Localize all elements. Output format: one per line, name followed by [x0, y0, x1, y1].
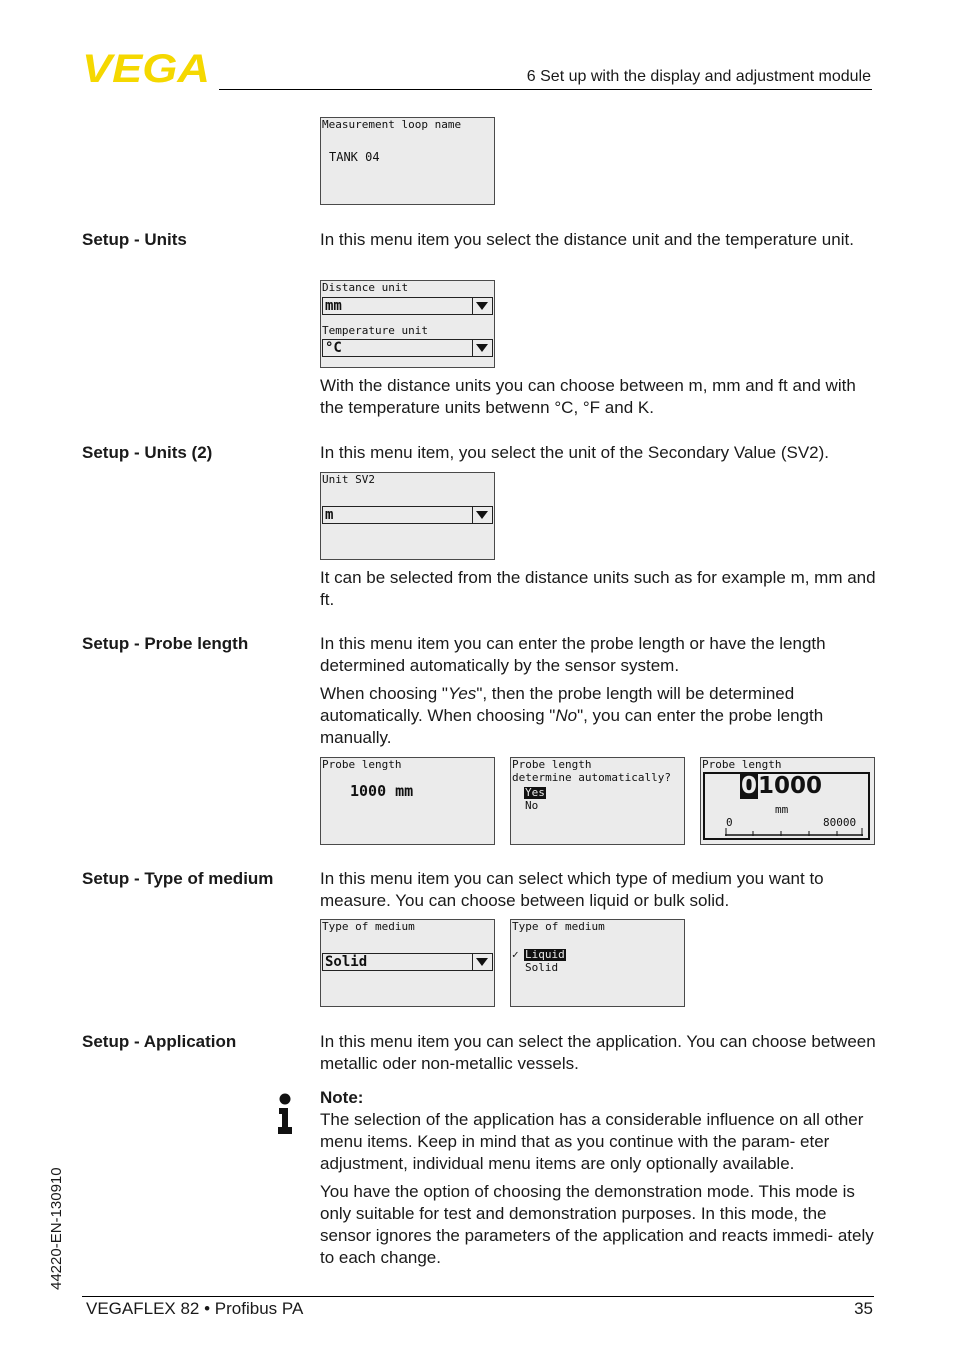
probe-text-2c: ", you can enter the probe length manually.	[320, 706, 824, 747]
lcd-title: Probe length	[322, 758, 402, 771]
distance-unit-dropdown[interactable]	[322, 297, 493, 315]
distance-unit-value: mm	[325, 298, 342, 314]
option-liquid[interactable]: Liquid	[525, 948, 565, 961]
section-title: 6 Set up with the display and adjustment module	[526, 68, 871, 85]
heading-setup-type-of-medium: Setup - Type of medium	[82, 869, 274, 888]
medium-text-1: In this menu item you can select which type of medium you want to measure. You can choose between liquid or bulk solid.	[320, 869, 824, 910]
chevron-down-icon[interactable]	[472, 507, 492, 523]
distance-unit-label: Distance unit	[322, 281, 409, 294]
heading-setup-units: Setup - Units	[82, 230, 187, 249]
option-yes[interactable]: Yes	[525, 786, 545, 799]
lcd-value: TANK 04	[329, 150, 380, 164]
probe-text-no: No	[555, 706, 578, 725]
temperature-unit-dropdown[interactable]	[322, 339, 493, 357]
unit-sv2-dropdown[interactable]	[322, 506, 493, 524]
units2-text-2: It can be selected from the distance units such as for example m, mm and ft.	[320, 568, 876, 609]
scale-max: 80000	[823, 816, 857, 829]
edit-unit: mm	[775, 803, 789, 816]
lcd-probe-length-auto	[510, 757, 685, 845]
probe-text-2a: When choosing "	[320, 684, 448, 703]
application-text-2: You have the option of choosing the demonstration mode. This mode is only suitable for test and demonstration purposes. In this mode, the sensor ignores the parameters of the application and reacts immedi- ately to each change.	[320, 1182, 874, 1267]
medium-value: Solid	[325, 954, 368, 970]
page-number: 35	[854, 1299, 873, 1318]
checkmark-icon: ✓	[512, 948, 519, 961]
units2-text-1: In this menu item, you select the unit of the Secondary Value (SV2).	[320, 443, 830, 462]
lcd-title: Type of medium	[512, 920, 605, 933]
note-label: Note:	[320, 1088, 364, 1107]
footer-product: VEGAFLEX 82 • Profibus PA	[86, 1299, 304, 1318]
unit-sv2-label: Unit SV2	[322, 473, 375, 486]
lcd-type-of-medium-list	[510, 919, 685, 1007]
note-text: The selection of the application has a considerable influence on all other menu items. Keep in mind that as you continue with the param- eter adjustment, individual menu items are only optionally available.	[320, 1110, 864, 1173]
lcd-units	[320, 280, 495, 368]
option-solid[interactable]: Solid	[525, 961, 559, 974]
units-text-2: With the distance units you can choose between m, mm and ft and with the temperature units betwenn °C, °F and K.	[320, 376, 856, 417]
probe-text-2b: ", then the probe length will be determined automatically. When choosing "	[320, 684, 795, 725]
lcd-title: Type of medium	[322, 920, 415, 933]
lcd-title: Measurement loop name	[322, 118, 462, 131]
lcd-question: determine automatically?	[512, 771, 671, 784]
probe-length-value: 1000 mm	[350, 782, 414, 800]
lcd-title: Probe length	[512, 758, 592, 771]
lcd-type-of-medium	[320, 919, 495, 1007]
footer-divider	[82, 1296, 874, 1297]
temperature-unit-value: °C	[325, 340, 342, 356]
units-text-1: In this menu item you select the distance unit and the temperature unit.	[320, 230, 854, 249]
lcd-probe-length-edit	[700, 757, 875, 845]
temperature-unit-label: Temperature unit	[322, 324, 428, 337]
probe-text-2	[320, 683, 876, 749]
scale-min: 0	[726, 816, 733, 829]
application-text-1: In this menu item you can select the application. You can choose between metallic oder non-metallic vessels.	[320, 1032, 876, 1073]
vega-logo	[82, 50, 212, 84]
heading-setup-units-2: Setup - Units (2)	[82, 443, 213, 462]
heading-setup-application: Setup - Application	[82, 1032, 237, 1051]
unit-sv2-value: m	[325, 507, 334, 523]
lcd-loop-name	[320, 117, 495, 205]
logo-text: VEGA	[82, 50, 210, 84]
chevron-down-icon[interactable]	[472, 340, 492, 356]
option-no[interactable]: No	[525, 799, 539, 812]
selected-digit[interactable]: 0	[741, 773, 758, 799]
remaining-digits: 1000	[758, 773, 823, 799]
lcd-title: Probe length	[702, 758, 782, 771]
chevron-down-icon[interactable]	[472, 954, 492, 970]
probe-text-yes: Yes	[447, 684, 477, 703]
lcd-unit-sv2	[320, 472, 495, 560]
lcd-probe-length-value	[320, 757, 495, 845]
chevron-down-icon[interactable]	[472, 298, 492, 314]
heading-setup-probe-length: Setup - Probe length	[82, 634, 249, 653]
scale-bar	[725, 828, 865, 838]
info-icon	[276, 1093, 294, 1135]
medium-dropdown[interactable]	[322, 953, 493, 971]
header-divider	[219, 89, 872, 90]
document-code: 44220-EN-130910	[48, 1167, 65, 1290]
probe-text-1: In this menu item you can enter the probe length or have the length determined automatically by the sensor system.	[320, 634, 826, 675]
